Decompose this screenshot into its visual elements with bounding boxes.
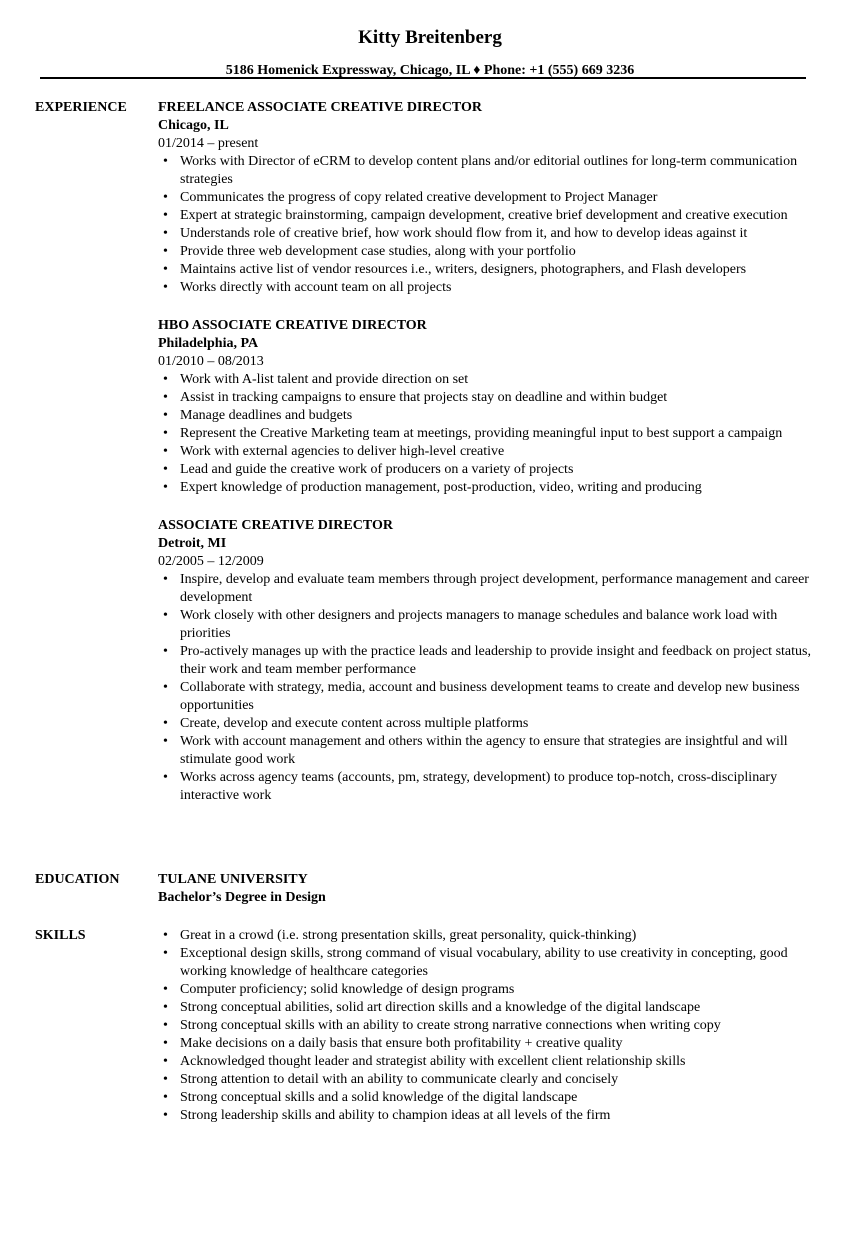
list-item-text: Strong leadership skills and ability to champion ideas at all levels of the firm: [180, 1108, 611, 1123]
list-item-text: Computer proficiency; solid knowledge of design programs: [180, 982, 515, 997]
list-item: [158, 279, 825, 297]
list-item: [158, 571, 825, 607]
bullet-icon: •: [163, 1018, 168, 1033]
job-title: FREELANCE ASSOCIATE CREATIVE DIRECTOR: [158, 100, 483, 115]
skills-section: [35, 927, 825, 1125]
bullet-icon: •: [163, 462, 168, 477]
list-item-text: Pro-actively manages up with the practice leads and leadership to provide insight and feedback on project status, their work and team member performance: [180, 644, 811, 677]
list-item-text: Work with account management and others within the agency to ensure that strategies are insightful and will stimulate good work: [180, 734, 788, 767]
list-item-text: Expert knowledge of production management, post-production, video, writing and producing: [180, 480, 702, 495]
list-item-text: Work with external agencies to deliver high-level creative: [180, 444, 505, 459]
list-item: [158, 189, 825, 207]
list-item: [158, 407, 825, 425]
bullet-icon: •: [163, 190, 168, 205]
experience-body: [158, 99, 825, 805]
list-item: [158, 153, 825, 189]
list-item: [158, 1053, 825, 1071]
bullet-icon: •: [163, 734, 168, 749]
list-item: [158, 479, 825, 497]
list-item-text: Communicates the progress of copy related creative development to Project Manager: [180, 190, 658, 205]
bullet-icon: •: [163, 154, 168, 169]
job-location: Philadelphia, PA: [158, 336, 259, 351]
job-title: HBO ASSOCIATE CREATIVE DIRECTOR: [158, 318, 427, 333]
list-item: [158, 1017, 825, 1035]
experience-heading: EXPERIENCE: [35, 100, 127, 115]
bullet-icon: •: [163, 226, 168, 241]
bullet-icon: •: [163, 390, 168, 405]
bullet-icon: •: [163, 982, 168, 997]
candidate-name: Kitty Breitenberg: [358, 27, 502, 48]
bullet-icon: •: [163, 1036, 168, 1051]
job-location: Chicago, IL: [158, 118, 229, 133]
bullet-icon: •: [163, 1108, 168, 1123]
list-item: [158, 389, 825, 407]
job-dates: 01/2010 – 08/2013: [158, 354, 264, 369]
list-item: [158, 443, 825, 461]
list-item: [158, 207, 825, 225]
bullet-icon: •: [163, 262, 168, 277]
bullet-icon: •: [163, 244, 168, 259]
list-item: [158, 1089, 825, 1107]
school-name: TULANE UNIVERSITY: [158, 872, 308, 887]
resume-header: [0, 0, 860, 80]
list-item-text: Make decisions on a daily basis that ensure both profitability + creative quality: [180, 1036, 623, 1051]
list-item: [158, 225, 825, 243]
list-item: [158, 945, 825, 981]
list-item-text: Expert at strategic brainstorming, campaign development, creative brief development and creative execution: [180, 208, 788, 223]
list-item: [158, 1071, 825, 1089]
job-dates: 02/2005 – 12/2009: [158, 554, 264, 569]
list-item: [158, 643, 825, 679]
list-item: [158, 999, 825, 1017]
skills-body: [158, 927, 825, 1125]
job-location: Detroit, MI: [158, 536, 227, 551]
bullet-icon: •: [163, 408, 168, 423]
list-item: [158, 927, 825, 945]
list-item-text: Strong attention to detail with an ability to communicate clearly and concisely: [180, 1072, 619, 1087]
header-divider: [40, 77, 806, 79]
list-item: [158, 1107, 825, 1125]
bullet-icon: •: [163, 1054, 168, 1069]
job-bullets: [158, 571, 825, 805]
bullet-icon: •: [163, 644, 168, 659]
degree: Bachelor’s Degree in Design: [158, 890, 326, 905]
list-item-text: Work closely with other designers and projects managers to manage schedules and balance work load with priorities: [180, 608, 778, 641]
job-entry: [158, 317, 825, 497]
list-item: [158, 1035, 825, 1053]
contact-line: 5186 Homenick Expressway, Chicago, IL ♦ Phone: +1 (555) 669 3236: [225, 63, 635, 78]
list-item: [158, 243, 825, 261]
list-item-text: Strong conceptual skills with an ability to create strong narrative connections when writing copy: [180, 1018, 721, 1033]
bullet-icon: •: [163, 280, 168, 295]
list-item: [158, 981, 825, 999]
list-item-text: Provide three web development case studies, along with your portfolio: [180, 244, 576, 259]
job-dates: 01/2014 – present: [158, 136, 259, 151]
list-item: [158, 769, 825, 805]
education-section: [35, 871, 825, 907]
list-item-text: Work with A-list talent and provide direction on set: [180, 372, 469, 387]
education-heading: EDUCATION: [35, 872, 120, 887]
bullet-icon: •: [163, 1090, 168, 1105]
bullet-icon: •: [163, 426, 168, 441]
job-bullets: [158, 153, 825, 297]
bullet-icon: •: [163, 1000, 168, 1015]
list-item-text: Assist in tracking campaigns to ensure that projects stay on deadline and within budget: [180, 390, 668, 405]
list-item: [158, 733, 825, 769]
list-item-text: Create, develop and execute content across multiple platforms: [180, 716, 529, 731]
job-title: ASSOCIATE CREATIVE DIRECTOR: [158, 518, 393, 533]
bullet-icon: •: [163, 1072, 168, 1087]
list-item-text: Acknowledged thought leader and strategist ability with excellent client relationship skills: [180, 1054, 686, 1069]
list-item: [158, 607, 825, 643]
list-item-text: Strong conceptual skills and a solid knowledge of the digital landscape: [180, 1090, 578, 1105]
list-item-text: Collaborate with strategy, media, account and business development teams to create and develop new business opportunities: [180, 680, 800, 713]
bullet-icon: •: [163, 680, 168, 695]
bullet-icon: •: [163, 444, 168, 459]
list-item-text: Works across agency teams (accounts, pm, strategy, development) to produce top-notch, cross-disciplinary interactive work: [180, 770, 778, 803]
list-item-text: Understands role of creative brief, how work should flow from it, and how to develop ideas against it: [180, 226, 748, 241]
bullet-icon: •: [163, 372, 168, 387]
list-item: [158, 461, 825, 479]
list-item-text: Lead and guide the creative work of producers on a variety of projects: [180, 462, 574, 477]
list-item: [158, 715, 825, 733]
list-item: [158, 261, 825, 279]
job-bullets: [158, 371, 825, 497]
list-item: [158, 679, 825, 715]
list-item-text: Manage deadlines and budgets: [180, 408, 353, 423]
job-entry: [158, 99, 825, 297]
bullet-icon: •: [163, 572, 168, 587]
list-item-text: Maintains active list of vendor resources i.e., writers, designers, photographers, and Flash developers: [180, 262, 747, 277]
job-entry: [158, 517, 825, 805]
list-item-text: Great in a crowd (i.e. strong presentation skills, great personality, quick-thinking): [180, 928, 637, 943]
list-item-text: Works with Director of eCRM to develop content plans and/or editorial outlines for long-term communication strategies: [180, 154, 798, 187]
bullet-icon: •: [163, 928, 168, 943]
bullet-icon: •: [163, 770, 168, 785]
skills-heading: SKILLS: [35, 928, 86, 943]
bullet-icon: •: [163, 608, 168, 623]
list-item: [158, 371, 825, 389]
list-item-text: Represent the Creative Marketing team at meetings, providing meaningful input to best support a campaign: [180, 426, 783, 441]
education-body: [158, 871, 825, 907]
experience-section: [35, 99, 825, 823]
bullet-icon: •: [163, 716, 168, 731]
bullet-icon: •: [163, 946, 168, 961]
list-item-text: Works directly with account team on all projects: [180, 280, 452, 295]
bullet-icon: •: [163, 208, 168, 223]
list-item-text: Inspire, develop and evaluate team members through project development, performance management and career development: [180, 572, 809, 605]
list-item-text: Exceptional design skills, strong command of visual vocabulary, ability to use creativity in concepting, good working knowledge of healthcare categories: [180, 946, 788, 979]
bullet-icon: •: [163, 480, 168, 495]
list-item: [158, 425, 825, 443]
list-item-text: Strong conceptual abilities, solid art direction skills and a knowledge of the digital landscape: [180, 1000, 701, 1015]
skills-bullets: [158, 927, 825, 1125]
